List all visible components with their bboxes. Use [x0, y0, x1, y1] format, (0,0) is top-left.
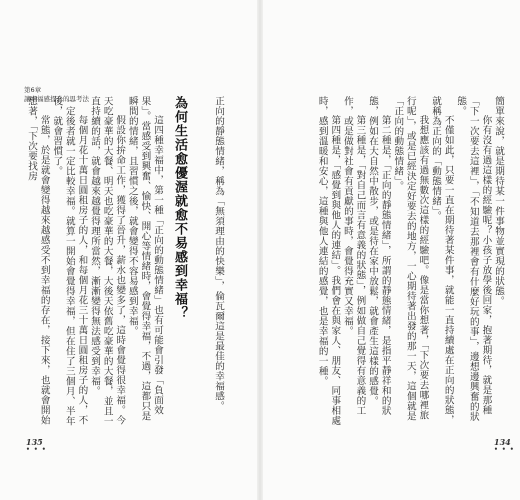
body-paragraph: 第二種是，「正向的靜態情緒」，所謂的靜態情緒，是指平靜祥和的狀態，例如在大自然中散步，或是待在家中放鬆，就會產生這樣的感覺。 [367, 96, 391, 416]
chapter-subtitle: 讓幸福感提升的思考法 [24, 95, 89, 103]
left-intro-text [196, 96, 224, 426]
body-paragraph: 第四種是，「感覺到與他人的連結」。我們會在與家人、朋友、同事相處時，感到溫暖和安心，這種與他人連結的感覺，也是幸福的一種。 [316, 96, 341, 426]
section-heading: 為何生活愈優渥就愈不易感到幸福？ [172, 96, 187, 320]
body-paragraph: 我想應該有過無數次這樣的經驗吧。像是當你想著，「下次要去哪裡旅行呢」，或是已經決定好要去的地方，一心期待著出發的那一天，這個就是「正向的動態情緒」。 [392, 96, 429, 422]
body-paragraph: 簡單來說，就是期待某一件事物並實現的狀態。 [493, 96, 504, 306]
body-paragraph: 你有沒有過這樣的經驗呢？小孩子放學後回家，抱著期待，就是那種「下一次要去這裡」，「不知道去那裡會有什麼好玩的事」，邊想邊興奮的狀態。 [455, 96, 492, 422]
right-body-text [276, 96, 504, 426]
left-page [0, 0, 258, 500]
page-number-right [494, 437, 515, 452]
body-paragraph: 常態，於是就會變得越來越感受不到幸福的存在，接下來，也就會開始想著，「下次要找房 [26, 96, 50, 426]
body-paragraph: 第三種是，「對自己而言有意義的狀態」，例如做自己覺得有意義的工作，或是做對社會有貢獻的事時，會覺得充實又幸福。 [341, 96, 366, 416]
folio-number: 134 [494, 437, 511, 447]
page-number-left [26, 437, 47, 452]
folio-dots: • • • [494, 446, 515, 453]
right-page [262, 0, 520, 500]
intro-paragraph: 正向的靜態情緒，稱為「無須理由的快樂」，倫瓦爾這是最佳的幸福感。 [213, 96, 224, 412]
body-paragraph: 每個月花十萬日圓租房子的人，和每個月花三十萬日圓租房子的人，不一定後者就一定比較幸福。就算一開始會覺得幸福，但在住了三個月、半年後，就會習慣了。 [51, 96, 88, 426]
body-paragraph: 這四種幸福中，第一種「正向的動態情緒」也有可能會引發「負面效果」。當感受到興奮、愉快、開心等情緒時，會覺得幸福，不過，這都只是瞬間的情緒，且習慣之後，就會變得不容易感到幸福。 [126, 96, 163, 422]
chapter-number: 第6章 [24, 86, 42, 94]
body-paragraph: 假設你拚命工作，獲得了晉升，薪水也變多了，這時會覺得很幸福。今天吃豪華的大餐、明天也吃豪華的大餐，大後天依舊吃豪華的大餐，並且一直持續的話，就會越來越覺得理所當然，漸漸變得無法感受到幸福。 [89, 96, 126, 426]
body-paragraph: 不僅如此，只要一直在期待著某件事，就能一直持續處在正向的狀態，就稱為正向的「動態情緒」。 [430, 96, 454, 426]
left-body-text [28, 96, 163, 426]
folio-dots: • • • [26, 446, 47, 453]
folio-number: 135 [26, 437, 43, 447]
